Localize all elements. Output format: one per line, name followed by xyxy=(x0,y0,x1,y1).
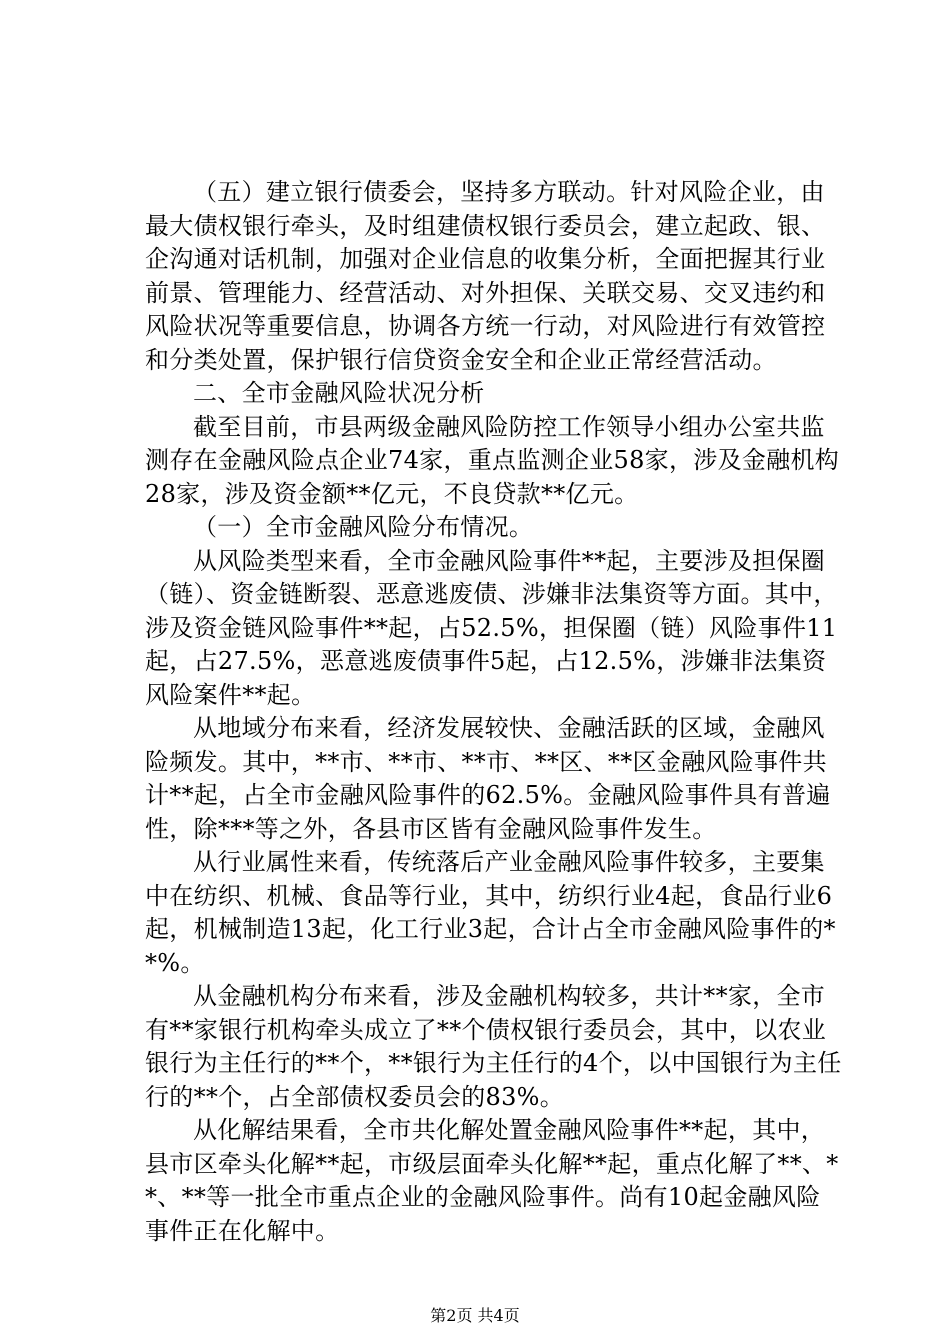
paragraph-risk-type: 从风险类型来看，全市金融风险事件**起，主要涉及担保圈（链）、资金链断裂、恶意逃废债、涉嫌非法集资等方面。其中，涉及资金链风险事件**起，占52.5%，担保圈（链）风险事件11起，占27.5%，恶意逃废债事件5起，占12.5%，涉嫌非法集资风险案件**起。 xyxy=(145,546,838,709)
paragraph-section-five: （五）建立银行债委会，坚持多方联动。针对风险企业，由最大债权银行牵头，及时组建债权银行委员会，建立起政、银、企沟通对话机制，加强对企业信息的收集分析，全面把握其行业前景、管理能力、经营活动、对外担保、关联交易、交叉违约和风险状况等重要信息，协调各方统一行动，对风险进行有效管控和分类处置，保护银行信贷资金安全和企业正常经营活动。 xyxy=(145,178,826,374)
paragraph-industry-attribute: 从行业属性来看，传统落后产业金融风险事件较多，主要集中在纺织、机械、食品等行业，其中，纺织行业4起，食品行业6起，机械制造13起，化工行业3起，合计占全市金融风险事件的**%。 xyxy=(145,848,836,977)
paragraph-institution-distribution: 从金融机构分布来看，涉及金融机构较多，共计**家，全市有**家银行机构牵头成立了**个债权银行委员会，其中，以农业银行为主任行的**个，**银行为主任行的4个，以中国银行为主任行的**个，占全部债权委员会的83%。 xyxy=(145,982,842,1111)
page-footer: 第2页 共4页 xyxy=(430,1306,520,1325)
heading-risk-analysis: 二、全市金融风险状况分析 xyxy=(193,379,485,407)
document-body xyxy=(145,176,843,1248)
paragraph-regional-distribution: 从地域分布来看，经济发展较快、金融活跃的区域，金融风险频发。其中，**市、**市、**市、**区、**区金融风险事件共计**起，占全市金融风险事件的62.5%。金融风险事件具有普遍性，除***等之外，各县市区皆有金融风险事件发生。 xyxy=(145,714,831,843)
paragraph-monitoring-summary: 截至目前，市县两级金融风险防控工作领导小组办公室共监测存在金融风险点企业74家，重点监测企业58家，涉及金融机构28家，涉及资金额**亿元，不良贷款**亿元。 xyxy=(145,412,840,508)
paragraph-resolution-results: 从化解结果看，全市共化解处置金融风险事件**起，其中，县市区牵头化解**起，市级层面牵头化解**起，重点化解了**、**、**等一批全市重点企业的金融风险事件。尚有10起金融风险事件正在化解中。 xyxy=(145,1116,839,1245)
subheading-risk-distribution: （一）全市金融风险分布情况。 xyxy=(193,513,534,541)
